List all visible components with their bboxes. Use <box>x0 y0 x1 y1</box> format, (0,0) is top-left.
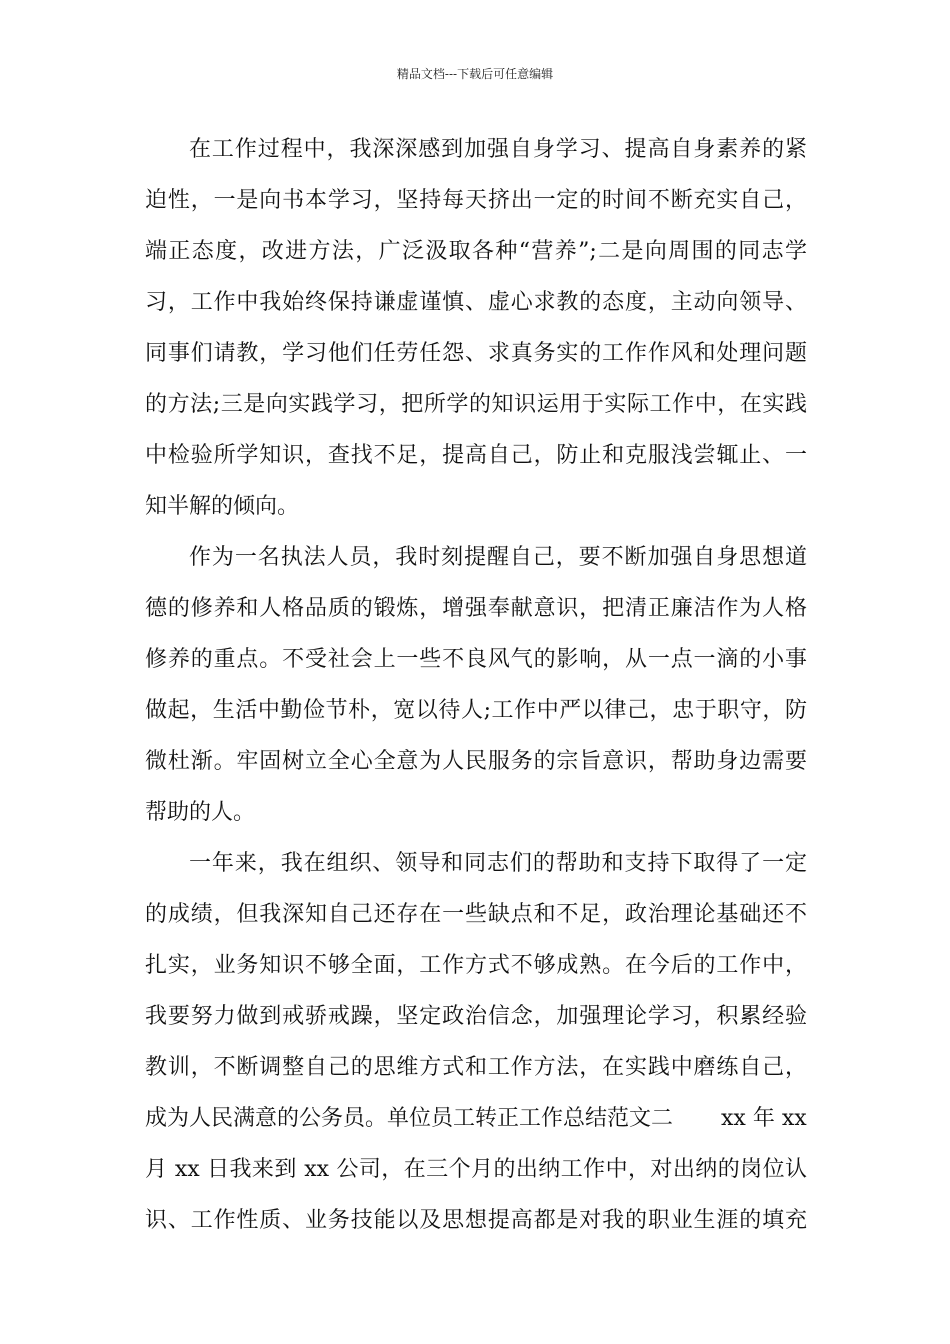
text-line: 在工作过程中，我深深感到加强自身学习、提高自身素养的紧 <box>189 137 807 162</box>
text-line: 扎实，业务知识不够全面，工作方式不够成熟。在今后的工作中， <box>145 953 807 978</box>
document-body <box>145 130 807 1252</box>
text-line: 端正态度，改进方法，广泛汲取各种“营养”;二是向周围的同志学 <box>145 239 807 264</box>
text-line: 修养的重点。不受社会上一些不良风气的影响，从一点一滴的小事 <box>145 647 807 672</box>
text-line: 的成绩，但我深知自己还存在一些缺点和不足，政治理论基础还不 <box>145 902 807 927</box>
text-line-tail: xx 年 xx <box>721 1106 807 1131</box>
text-line: 微杜渐。牢固树立全心全意为人民服务的宗旨意识，帮助身边需要 <box>145 749 807 774</box>
text-line: 的方法;三是向实践学习，把所学的知识运用于实际工作中，在实践 <box>145 392 807 417</box>
text-line: 教训，不断调整自己的思维方式和工作方法，在实践中磨练自己， <box>145 1055 807 1080</box>
text-line: 同事们请教，学习他们任劳任怨、求真务实的工作作风和处理问题 <box>145 341 807 366</box>
text-line: 识、工作性质、业务技能以及思想提高都是对我的职业生涯的填充 <box>145 1208 807 1233</box>
text-line: 月 xx 日我来到 xx 公司，在三个月的出纳工作中，对出纳的岗位认 <box>145 1157 807 1182</box>
text-line: 作为一名执法人员，我时刻提醒自己，要不断加强自身思想道 <box>189 545 807 570</box>
text-line: 一年来，我在组织、领导和同志们的帮助和支持下取得了一定 <box>189 851 807 876</box>
text-line: 中检验所学知识，查找不足，提高自己，防止和克服浅尝辄止、一 <box>145 443 807 468</box>
text-line <box>145 1099 807 1150</box>
text-line: 帮助的人。 <box>145 800 256 825</box>
text-line: 习，工作中我始终保持谦虚谨慎、虚心求教的态度，主动向领导、 <box>145 290 807 315</box>
text-line: 做起，生活中勤俭节朴，宽以待人;工作中严以律己，忠于职守，防 <box>145 698 807 723</box>
text-line-main: 成为人民满意的公务员。单位员工转正工作总结范文二 <box>145 1106 674 1131</box>
text-line: 德的修养和人格品质的锻炼，增强奉献意识，把清正廉洁作为人格 <box>145 596 807 621</box>
page-header: 精品文档---下载后可任意编辑 <box>396 67 554 81</box>
text-line: 我要努力做到戒骄戒躁，坚定政治信念，加强理论学习，积累经验 <box>145 1004 807 1029</box>
text-line: 知半解的倾向。 <box>145 494 300 519</box>
text-line: 迫性，一是向书本学习，坚持每天挤出一定的时间不断充实自己， <box>145 188 807 213</box>
